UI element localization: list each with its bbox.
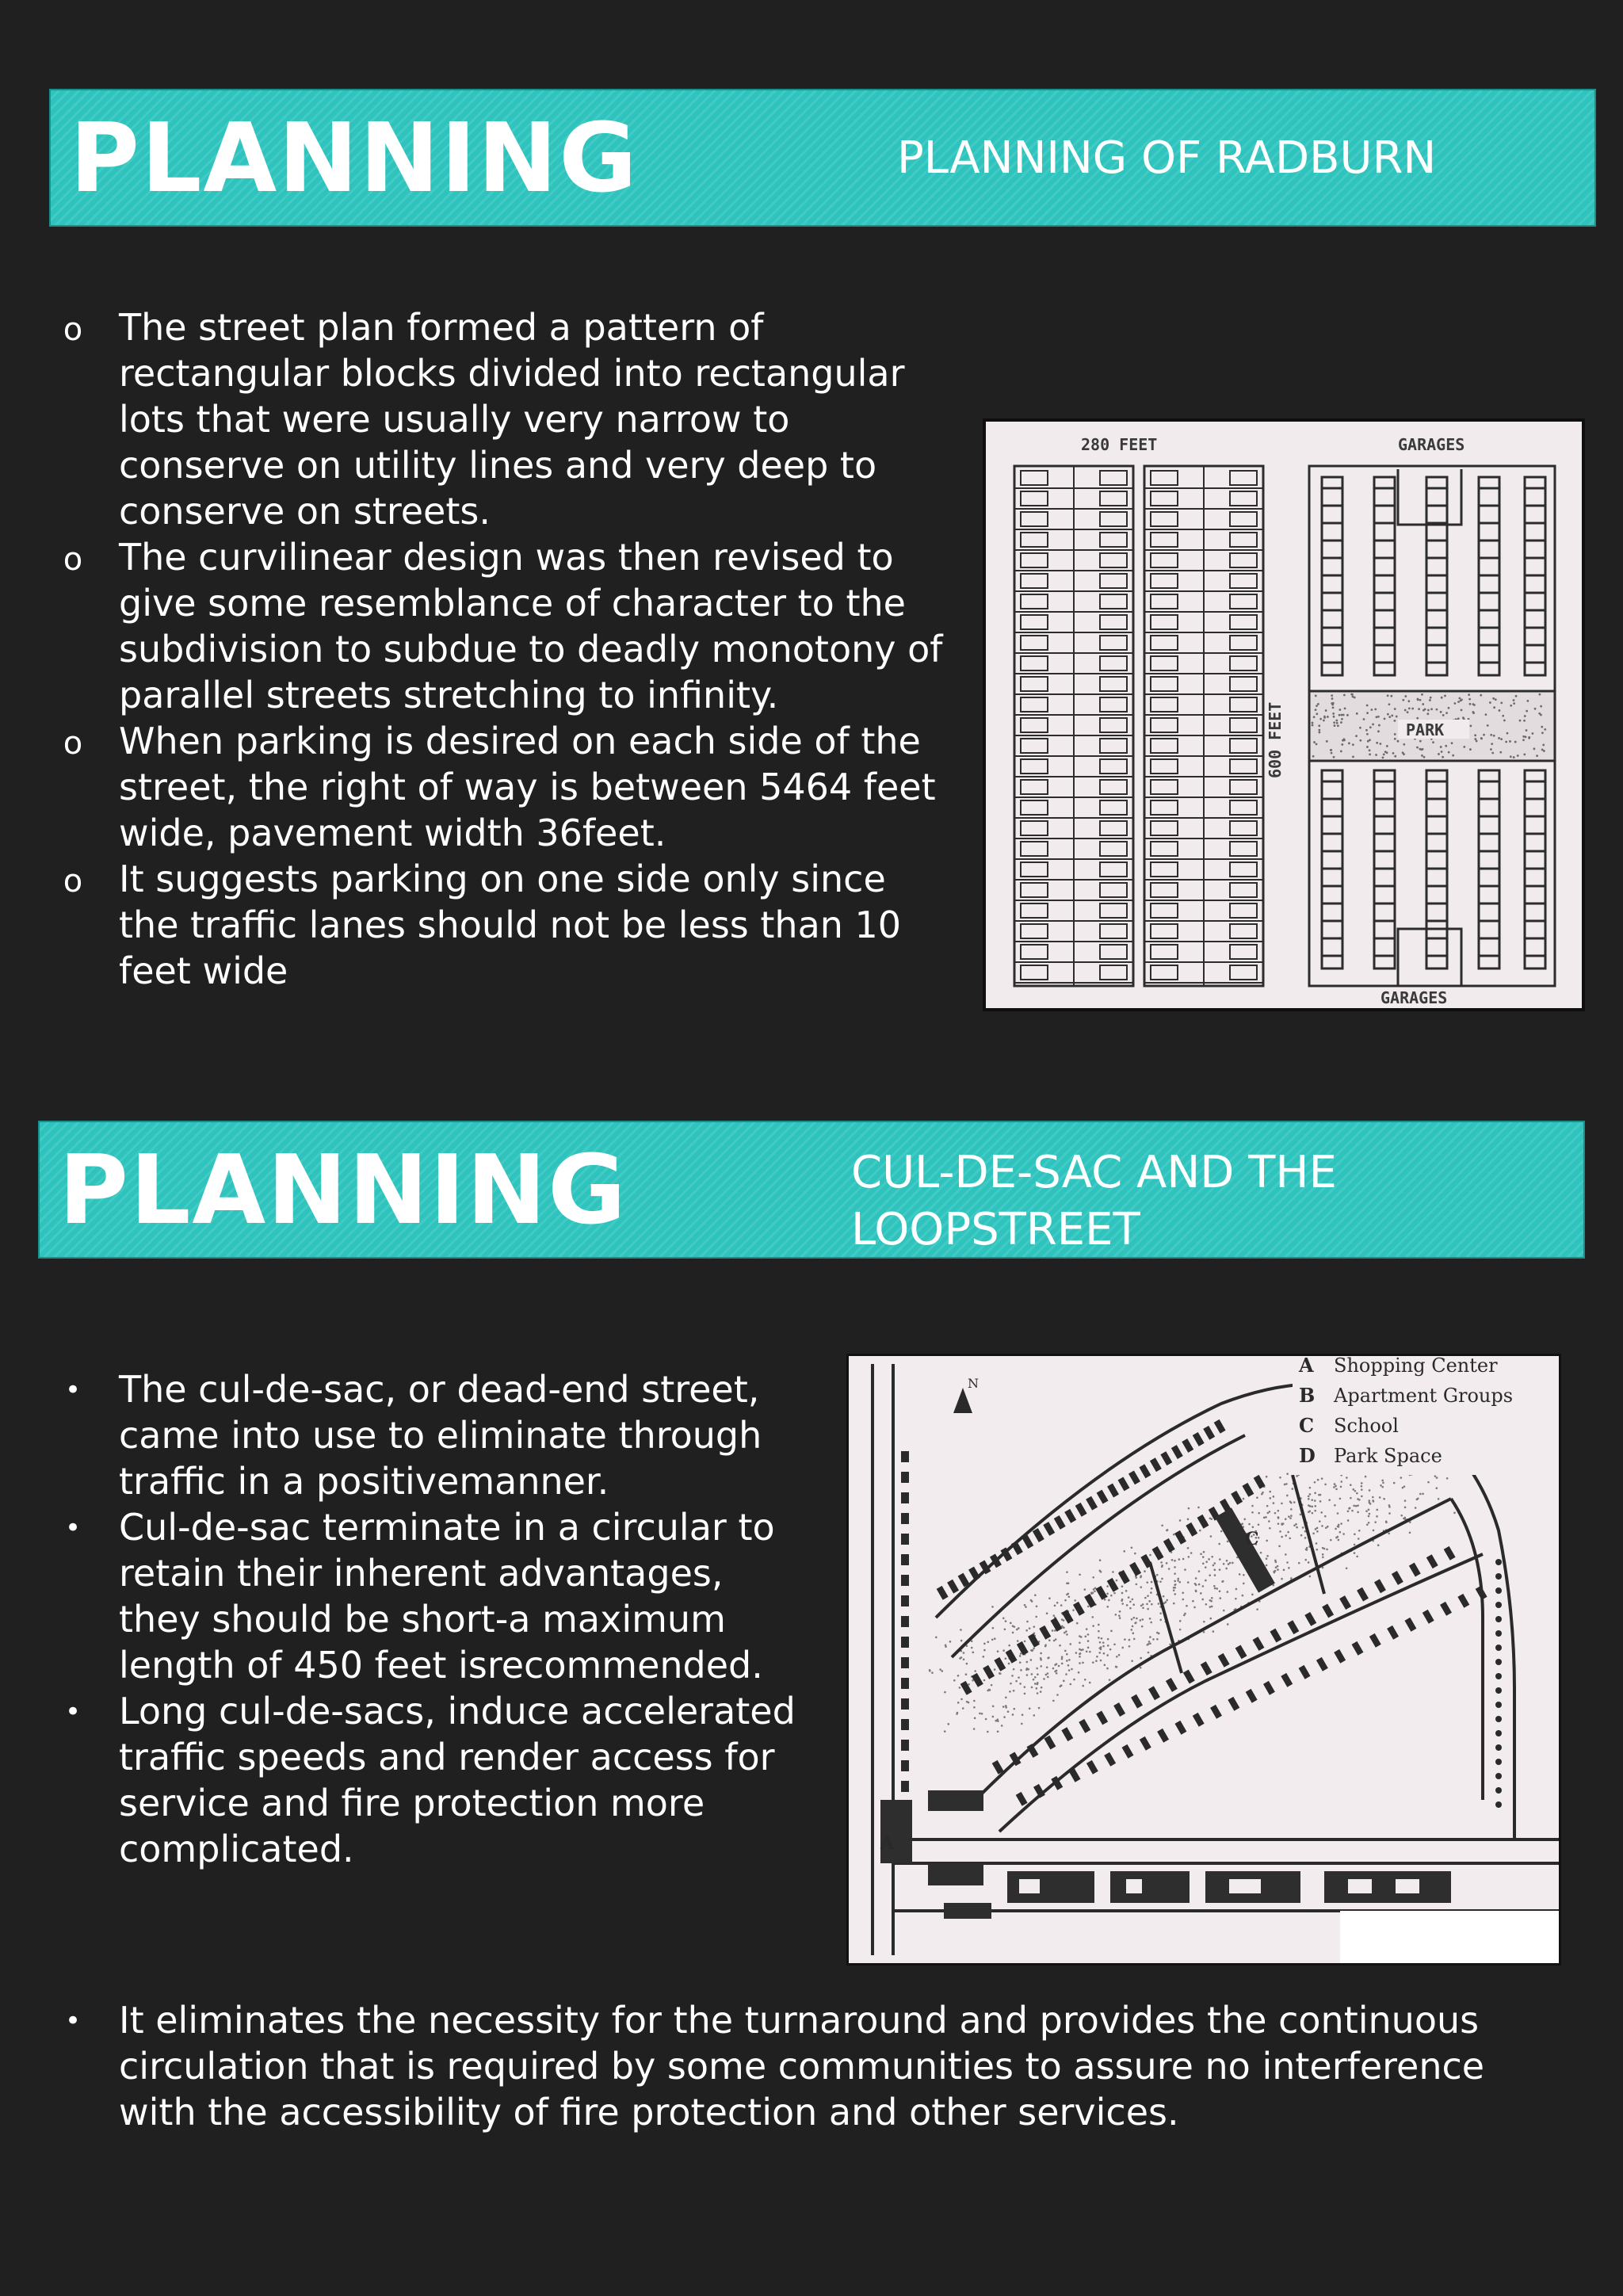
label-garages-top: GARAGES [1398,435,1465,454]
bullet-text: Long cul-de-sacs, induce accelerated traffic speeds and render access for service and fire protection more complicated. [119,1690,796,1870]
section2-final-bullet [57,1997,1563,2135]
legend-key: C [1299,1414,1315,1437]
label-garages-bottom: GARAGES [1381,988,1448,1007]
radburn-block-plan-figure [983,418,1585,1011]
north-label: N [968,1376,979,1391]
bullet-marker: • [64,1512,82,1544]
bullet-marker: o [63,541,83,578]
section1-subtitle: PLANNING OF RADBURN [897,132,1437,184]
section2-title: PLANNING [59,1136,628,1246]
section2-subtitle: CUL-DE-SAC AND THE LOOPSTREET [851,1147,1337,1255]
bullet-marker: • [64,2005,82,2037]
label-park: PARK [1406,720,1445,739]
bullet-text: It eliminates the necessity for the turnaround and provides the continuous circulation that is required by some communities to assure no interference with the accessibility of fire protection and other services. [119,1999,1485,2134]
list-item [57,534,945,718]
bullet-text: Cul-de-sac terminate in a circular to retain their inherent advantages, they should be short-a maximum length of 450 feet isrecommended. [119,1506,775,1687]
legend-key: D [1299,1444,1316,1467]
list-item [57,1997,1563,2135]
legend-text: Park Space [1334,1445,1442,1467]
legend-key: B [1299,1384,1316,1407]
radburn-block-plan-drawing [986,422,1582,1008]
bullet-text: The curvilinear design was then revised to give some resemblance of character to the subdivision to subdue to deadly monotony of parallel streets stretching to infinity. [119,536,943,716]
list-item [57,1504,802,1688]
label-280-feet: 280 FEET [1081,435,1158,454]
bullet-marker: • [64,1374,82,1406]
label-600-feet: 600 FEET [1266,701,1285,778]
section2-bullet-list [57,1366,802,1872]
bullet-text: When parking is desired on each side of the street, the right of way is between 5464 feet wide, pavement width 36feet. [119,720,936,854]
section2-banner [38,1121,1585,1259]
list-item [57,856,945,994]
legend-text: School [1334,1415,1399,1437]
cul-de-sac-plan-figure [846,1354,1561,1966]
cul-de-sac-plan-drawing [849,1356,1559,1963]
map-label-c: C [1245,1529,1259,1549]
legend-text: Shopping Center [1334,1356,1498,1377]
legend-key: A [1299,1356,1314,1377]
list-item [57,1688,802,1872]
section1-title: PLANNING [70,104,639,214]
bullet-text: The cul-de-sac, or dead-end street, came into use to eliminate through traffic in a positivemanner. [119,1368,762,1503]
bullet-text: The street plan formed a pattern of rectangular blocks divided into rectangular lots that were usually very narrow to conserve on utility lines and very deep to conserve on streets. [119,306,905,533]
bullet-marker: o [63,725,83,762]
list-item [57,1366,802,1504]
section1-banner [49,89,1596,227]
map-label-a: A [880,1833,895,1854]
bullet-marker: o [63,863,83,900]
section1-bullet-list [57,304,945,994]
legend-text: Apartment Groups [1334,1385,1514,1407]
bullet-marker: • [64,1696,82,1728]
list-item [57,718,945,856]
bullet-marker: o [63,311,83,348]
bullet-text: It suggests parking on one side only since the traffic lanes should not be less than 10 feet wide [119,858,902,992]
list-item [57,304,945,534]
